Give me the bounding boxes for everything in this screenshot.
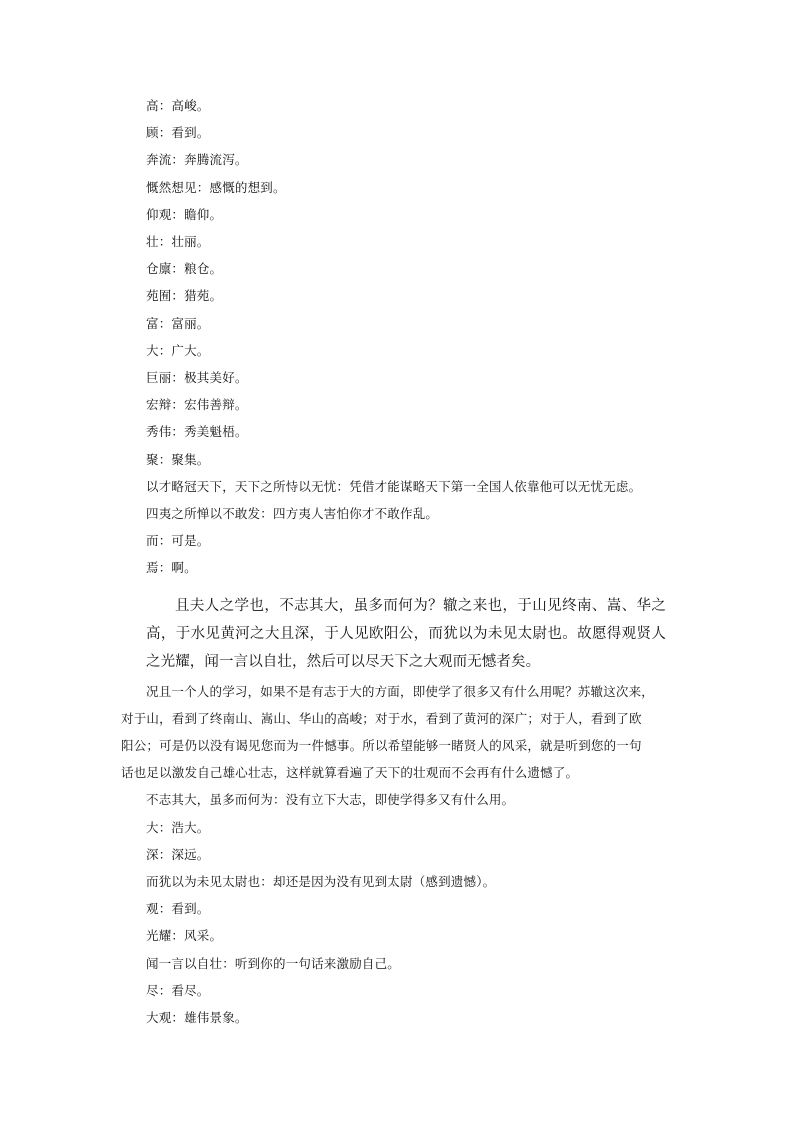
note-line: 慨然想见：感慨的想到。	[146, 179, 286, 195]
note-line: 尽：看尽。	[146, 982, 210, 998]
note-line: 壮：壮丽。	[146, 234, 210, 250]
note-line: 富：富丽。	[146, 315, 210, 331]
note-line: 闻一言以自壮：听到你的一句话来激励自己。	[146, 955, 401, 971]
note-line: 以才略冠天下，天下之所恃以无忧：凭借才能谋略天下第一全国人依靠他可以无忧无虑。	[146, 478, 642, 494]
note-line: 光耀：风采。	[146, 928, 223, 944]
note-line: 苑囿：猎苑。	[146, 288, 223, 304]
note-line: 大观：雄伟景象。	[146, 1010, 248, 1026]
note-line: 而犹以为未见太尉也：却还是因为没有见到太尉（感到遗憾）。	[146, 874, 496, 890]
translation-paragraph	[121, 678, 666, 787]
note-line: 大：广大。	[146, 342, 210, 358]
note-line: 聚：聚集。	[146, 451, 210, 467]
note-line: 观：看到。	[146, 901, 210, 917]
note-line: 宏辩：宏伟善辩。	[146, 397, 248, 413]
note-line: 高：高峻。	[146, 98, 210, 113]
note-line: 仓廪：粮仓。	[146, 261, 223, 277]
note-line: 而：可是。	[146, 533, 210, 549]
note-line: 巨丽：极其美好。	[146, 370, 248, 386]
note-line: 四夷之所惮以不敢发：四方夷人害怕你才不敢作乱。	[146, 506, 439, 522]
translation-line: 话也足以激发自己雄心壮志，这样就算看遍了天下的壮观而不会再有什么遗憾了。	[121, 765, 579, 781]
note-line: 不志其大，虽多而何为：没有立下大志，即使学得多又有什么用。	[146, 792, 515, 808]
note-line: 焉：啊。	[146, 560, 197, 576]
note-line: 秀伟：秀美魁梧。	[146, 424, 248, 440]
note-line: 仰观：瞻仰。	[146, 206, 223, 222]
note-line: 奔流：奔腾流泻。	[146, 152, 248, 168]
note-line: 深：深远。	[146, 846, 210, 862]
document-body	[121, 92, 666, 1031]
translation-line: 阳公；可是仍以没有谒见您而为一件憾事。所以希望能够一睹贤人的风采，就是听到您的一句	[121, 738, 642, 754]
note-line: 大：浩大。	[146, 819, 210, 835]
original-text-paragraph: 且夫人之学也，不志其大，虽多而何为？辙之来也，于山见终南、嵩、华之高，于水见黄河之大且深，于人见欧阳公，而犹以为未见太尉也。故愿得观贤人之光耀，闻一言以自壮，然后可以尽天下之大观而无憾者矣。	[146, 597, 666, 670]
translation-line: 况且一个人的学习，如果不是有志于大的方面，即使学了很多又有什么用呢？苏辙这次来，	[146, 683, 655, 699]
note-line: 顾：看到。	[146, 125, 210, 141]
notes-bottom-list	[146, 786, 666, 1031]
translation-line: 对于山，看到了终南山、嵩山、华山的高峻；对于水，看到了黄河的深广；对于人，看到了欧	[121, 710, 642, 726]
notes-top-list	[146, 92, 666, 582]
